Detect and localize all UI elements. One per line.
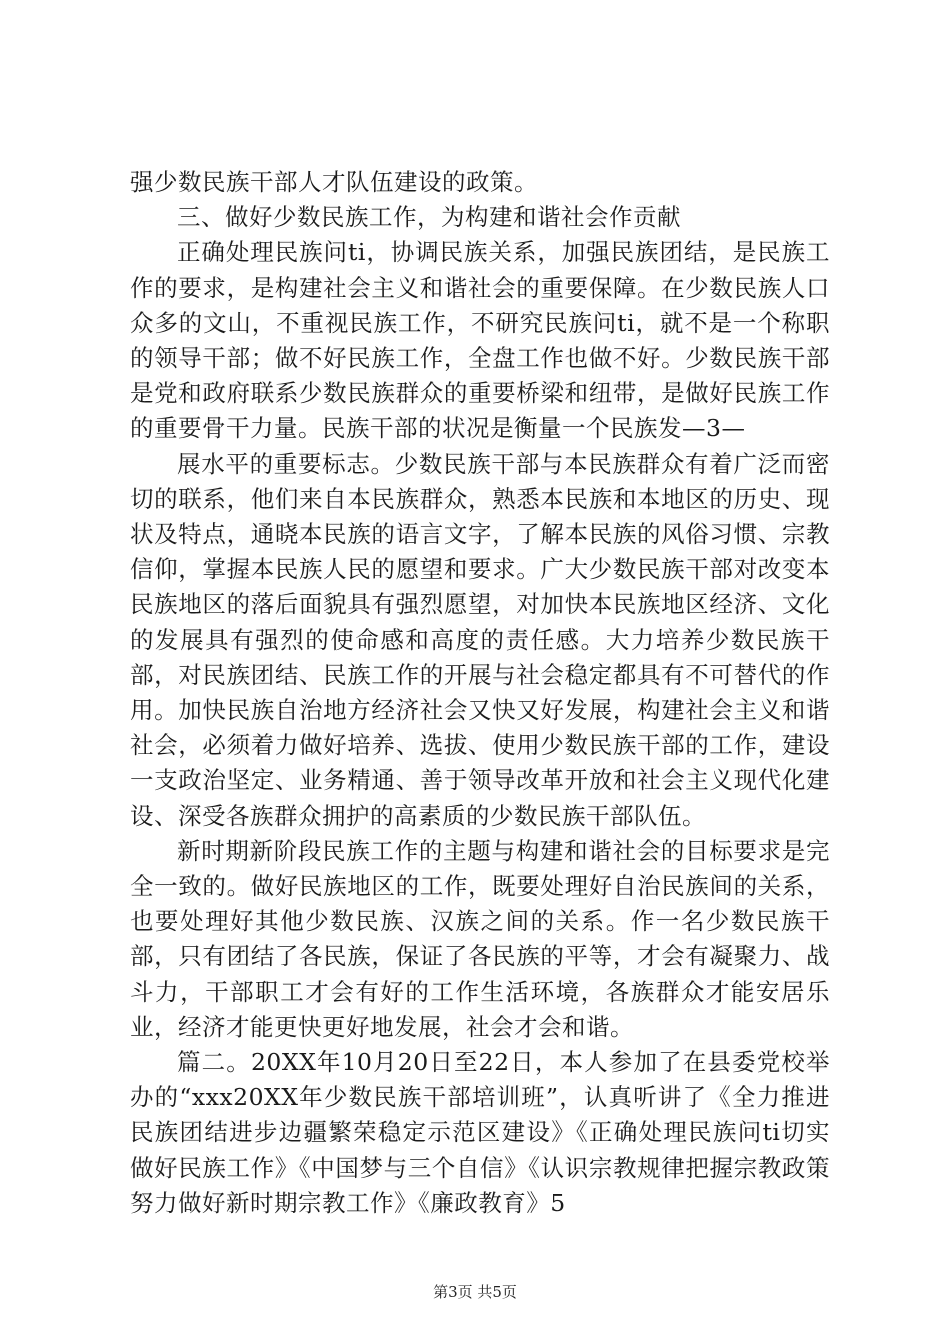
paragraph: 篇二。20XX年10月20日至22日，本人参加了在县委党校举办的“xxx20XX年少数民族干部培训班”，认真听讲了《全力推进民族团结进步边疆繁荣稳定示范区建设》《正确处理民族问ti切实做好民族工作》《中国梦与三个自信》《认识宗教规律把握宗教政策努力做好新时期宗教工作》《廉政教育》5	[130, 1048, 830, 1217]
page-number-footer: 第3页 共5页	[433, 1283, 517, 1301]
paragraph: 正确处理民族问ti，协调民族关系，加强民族团结，是民族工作的要求，是构建社会主义和谐社会的重要保障。在少数民族人口众多的文山，不重视民族工作，不研究民族问ti，就不是一个称职的领导干部；做不好民族工作，全盘工作也做不好。少数民族干部是党和政府联系少数民族群众的重要桥梁和纽带，是做好民族工作的重要骨干力量。民族干部的状况是衡量一个民族发—3—	[130, 238, 830, 443]
paragraph: 新时期新阶段民族工作的主题与构建和谐社会的目标要求是完全一致的。做好民族地区的工作，既要处理好自治民族间的关系，也要处理好其他少数民族、汉族之间的关系。作一名少数民族干部，只有团结了各民族，保证了各民族的平等，才会有凝聚力、战斗力，干部职工才会有好的工作生活环境，各族群众才能安居乐业，经济才能更快更好地发展，社会才会和谐。	[130, 836, 830, 1041]
paragraph: 展水平的重要标志。少数民族干部与本民族群众有着广泛而密切的联系，他们来自本民族群众，熟悉本民族和本地区的历史、现状及特点，通晓本民族的语言文字，了解本民族的风俗习惯、宗教信仰，掌握本民族人民的愿望和要求。广大少数民族干部对改变本民族地区的落后面貌具有强烈愿望，对加快本民族地区经济、文化的发展具有强烈的使命感和高度的责任感。大力培养少数民族干部，对民族团结、民族工作的开展与社会稳定都具有不可替代的作用。加快民族自治地方经济社会又快又好发展，构建社会主义和谐社会，必须着力做好培养、选拔、使用少数民族干部的工作，建设一支政治坚定、业务精通、善于领导改革开放和社会主义现代化建设、深受各族群众拥护的高素质的少数民族干部队伍。	[130, 449, 830, 830]
paragraph-continuation: 强少数民族干部人才队伍建设的政策。	[130, 168, 538, 196]
document-body	[130, 165, 830, 1221]
section-heading: 三、做好少数民族工作，为构建和谐社会作贡献	[177, 203, 681, 232]
